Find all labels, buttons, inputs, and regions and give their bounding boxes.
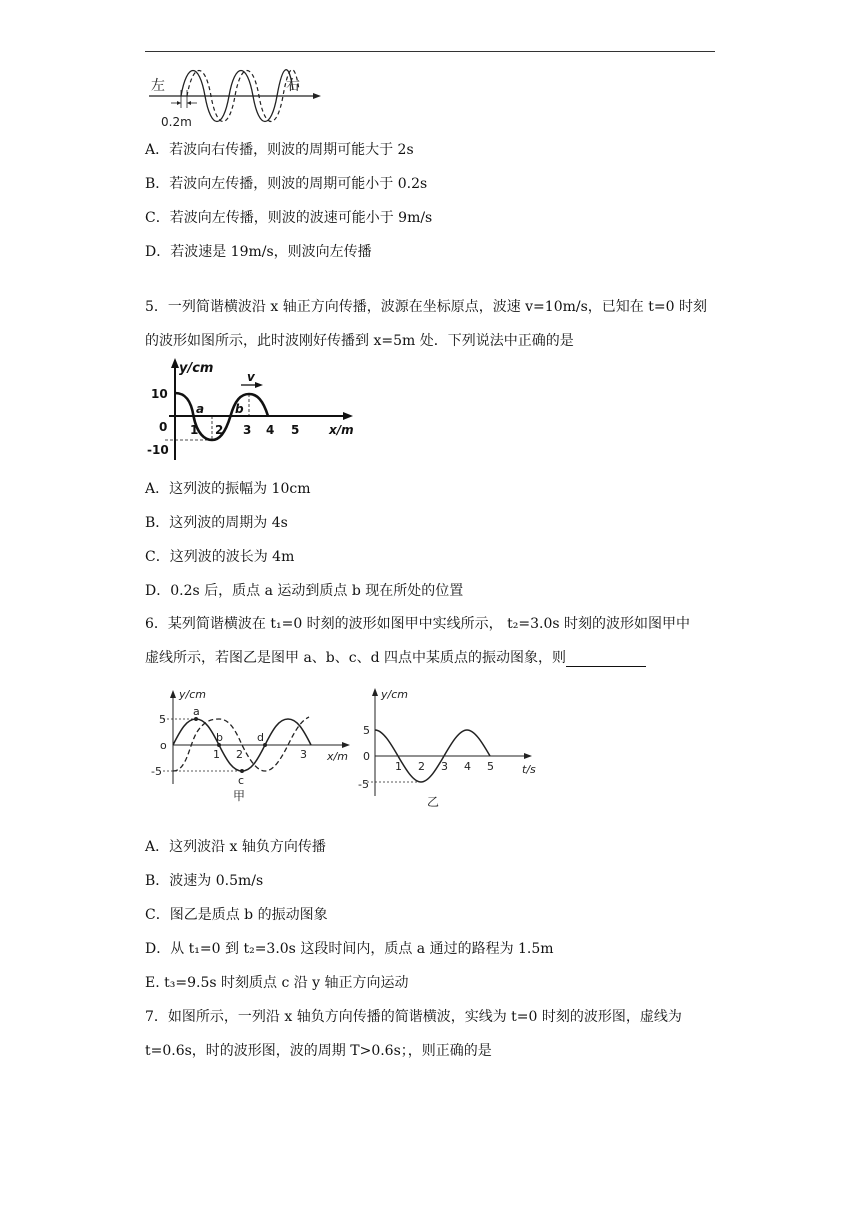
q6-option-c: C．图乙是质点 b 的振动图象 (145, 907, 328, 923)
q6-option-e: E. t₃=9.5s 时刻质点 c 沿 y 轴正方向运动 (145, 975, 409, 991)
q4-option-c: C．若波向左传播，则波的波速可能小于 9m/s (145, 210, 433, 226)
q6-option-a: A．这列波沿 x 轴负方向传播 (145, 839, 326, 855)
fig-right-label: 右 (286, 78, 300, 94)
q5-x-tick-4: 4 (266, 423, 275, 437)
header-rule (145, 51, 715, 52)
q5-stem-line2: 的波形如图所示，此时波刚好传播到 x=5m 处．下列说法中正确的是 (145, 333, 574, 349)
q5-point-a-label: a (196, 402, 205, 416)
q6-jia-x-axis-label: x/m (327, 750, 348, 763)
q7-stem-line2: t=0.6s，时的波形图，波的周期 T>0.6s；，则正确的是 (145, 1043, 492, 1059)
q6-jia-y-tick-neg5: -5 (151, 765, 162, 778)
q5-option-b: B．这列波的周期为 4s (145, 515, 288, 531)
q5-x-tick-1: 1 (190, 423, 199, 437)
q5-x-tick-3: 3 (243, 423, 252, 437)
q5-option-a: A．这列波的振幅为 10cm (145, 481, 311, 497)
q5-x-tick-2: 2 (215, 423, 224, 437)
q6-jia-point-d: d (257, 731, 264, 744)
q6-yi-x-tick-1: 1 (395, 760, 402, 773)
q5-origin-label: 0 (159, 420, 168, 434)
q6-yi-x-tick-5: 5 (487, 760, 494, 773)
q6-yi-x-axis-label: t/s (522, 763, 536, 776)
q4-wave-figure (145, 68, 325, 130)
q7-stem-line1: 7．如图所示，一列沿 x 轴负方向传播的简谐横波，实线为 t=0 时刻的波形图，虚线为 (145, 1009, 682, 1025)
answer-blank (566, 652, 646, 667)
q5-velocity-label: v (247, 370, 255, 384)
q5-x-axis-label: x/m (329, 423, 354, 437)
q6-jia-x-tick-2: 2 (236, 748, 243, 761)
fig-left-label: 左 (151, 78, 165, 94)
fig-distance-label: 0.2m (161, 115, 192, 129)
q5-option-d: D．0.2s 后，质点 a 运动到质点 b 现在所处的位置 (145, 583, 464, 599)
q6-figure-jia (145, 684, 355, 806)
q6-yi-x-tick-2: 2 (418, 760, 425, 773)
q5-y-axis-label: y/cm (179, 361, 214, 376)
q6-jia-y-tick-5: 5 (159, 713, 166, 726)
q6-yi-caption: 乙 (427, 795, 440, 809)
q6-jia-point-a: a (193, 705, 200, 718)
q6-jia-x-tick-3: 3 (300, 748, 307, 761)
q6-yi-x-tick-3: 3 (441, 760, 448, 773)
q6-yi-y-tick-neg5: -5 (358, 778, 369, 791)
q5-point-b-label: b (235, 402, 244, 416)
q4-option-b: B．若波向左传播，则波的周期可能小于 0.2s (145, 176, 428, 192)
q6-yi-y-axis-label: y/cm (381, 688, 408, 701)
q6-jia-caption: 甲 (233, 789, 246, 803)
q6-yi-y-tick-0: 0 (363, 750, 370, 763)
q6-jia-y-axis-label: y/cm (179, 688, 206, 701)
q5-option-c: C．这列波的波长为 4m (145, 549, 295, 565)
q6-stem-line2-text: 虚线所示，若图乙是图甲 a、b、c、d 四点中某质点的振动图象，则 (145, 650, 567, 666)
q6-stem-line1: 6．某列简谐横波在 t₁=0 时刻的波形如图甲中实线所示， t₂=3.0s 时刻的波形如图甲中 (145, 616, 691, 632)
q6-jia-point-b: b (216, 731, 223, 744)
q5-y-tick-10: 10 (151, 387, 168, 401)
q5-wave-graph (145, 356, 360, 464)
q6-figure-yi (355, 684, 545, 812)
q6-jia-y-tick-0: o (160, 739, 167, 752)
q5-x-tick-5: 5 (291, 423, 300, 437)
q5-stem-line1: 5．一列简谐横波沿 x 轴正方向传播，波源在坐标原点，波速 v=10m/s，已知在 t=0 时刻 (145, 299, 707, 315)
q6-option-d: D．从 t₁=0 到 t₂=3.0s 这段时间内，质点 a 通过的路程为 1.5m (145, 941, 554, 957)
q4-option-a: A．若波向右传播，则波的周期可能大于 2s (145, 142, 414, 158)
q6-stem-line2 (145, 649, 646, 667)
q6-yi-y-tick-5: 5 (363, 724, 370, 737)
q6-yi-x-tick-4: 4 (464, 760, 471, 773)
q4-option-d: D．若波速是 19m/s，则波向左传播 (145, 244, 372, 260)
q6-jia-point-c: c (238, 774, 245, 787)
q6-jia-x-tick-1: 1 (213, 748, 220, 761)
q5-y-tick-neg10: -10 (147, 443, 169, 457)
q6-option-b: B．波速为 0.5m/s (145, 873, 264, 889)
